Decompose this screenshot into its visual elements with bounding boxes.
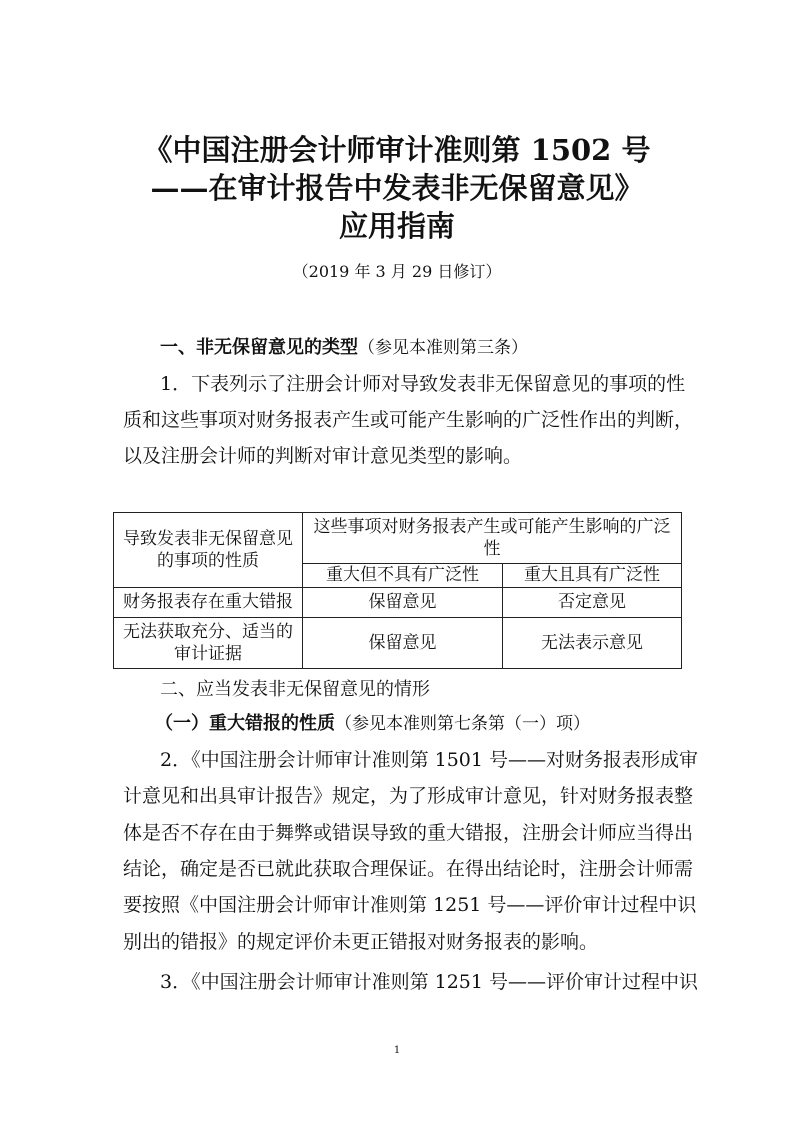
table-row-header: 导致发表非无保留意见的事项的性质 xyxy=(114,513,303,588)
table-row-label: 无法获取充分、适当的审计证据 xyxy=(114,618,303,669)
section-1-heading-ref: （参见本准则第三条） xyxy=(358,338,528,358)
document-title-line-2: ——在审计报告中发表非无保留意见》 xyxy=(150,171,644,205)
paragraph-1-line: 质和这些事项对财务报表产生或可能产生影响的广泛性作出的判断， xyxy=(123,409,694,431)
section-1-heading-text: 一、非无保留意见的类型 xyxy=(160,337,358,358)
paragraph-3-line: 3．《中国注册会计师审计准则第 1251 号——评价审计过程中识 xyxy=(160,971,699,993)
paragraph-2-line: 别出的错报》的规定评价未更正错报对财务报表的影响。 xyxy=(123,931,599,953)
table-cell: 保留意见 xyxy=(303,588,503,618)
section-2-heading: 二、应当发表非无保留意见的情形 xyxy=(160,679,430,700)
table-row xyxy=(114,618,682,669)
paragraph-2-line: 体是否不存在由于舞弊或错误导致的重大错报，注册会计师应当得出 xyxy=(123,822,694,844)
paragraph-2-line: 计意见和出具审计报告》规定，为了形成审计意见，针对财务报表整 xyxy=(123,785,694,807)
table-cell: 保留意见 xyxy=(303,618,503,669)
page-number: 1 xyxy=(393,1045,401,1056)
table-cell: 否定意见 xyxy=(502,588,681,618)
subsection-1-heading-ref: （参见本准则第七条第（一）项） xyxy=(335,714,590,734)
revision-date: （2019 年 3 月 29 日修订） xyxy=(292,262,502,281)
table-cell: 无法表示意见 xyxy=(502,618,681,669)
paragraph-2-line: 要按照《中国注册会计师审计准则第 1251 号——评价审计过程中识 xyxy=(123,894,697,916)
subsection-1-heading xyxy=(155,715,590,733)
table-col-not-pervasive: 重大但不具有广泛性 xyxy=(303,564,503,588)
paragraph-2-line: 2．《中国注册会计师审计准则第 1501 号——对财务报表形成审 xyxy=(160,749,699,771)
table-col-pervasive: 重大且具有广泛性 xyxy=(502,564,681,588)
subsection-1-heading-text: （一）重大错报的性质 xyxy=(155,713,335,734)
table-column-header: 这些事项对财务报表产生或可能产生影响的广泛性 xyxy=(303,513,682,564)
paragraph-1-line: 1．下表列示了注册会计师对导致发表非无保留意见的事项的性 xyxy=(160,373,686,395)
table-row xyxy=(114,588,682,618)
paragraph-2-line: 结论，确定是否已就此获取合理保证。在得出结论时，注册会计师需 xyxy=(123,858,694,880)
opinion-type-table xyxy=(113,512,682,669)
section-1-heading xyxy=(160,339,528,357)
document-title-line-1: 《中国注册会计师审计准则第 1502 号 xyxy=(143,133,651,167)
document-title-line-3: 应用指南 xyxy=(338,209,455,243)
paragraph-1-line: 以及注册会计师的判断对审计意见类型的影响。 xyxy=(123,445,523,467)
table-row-label: 财务报表存在重大错报 xyxy=(114,588,303,618)
